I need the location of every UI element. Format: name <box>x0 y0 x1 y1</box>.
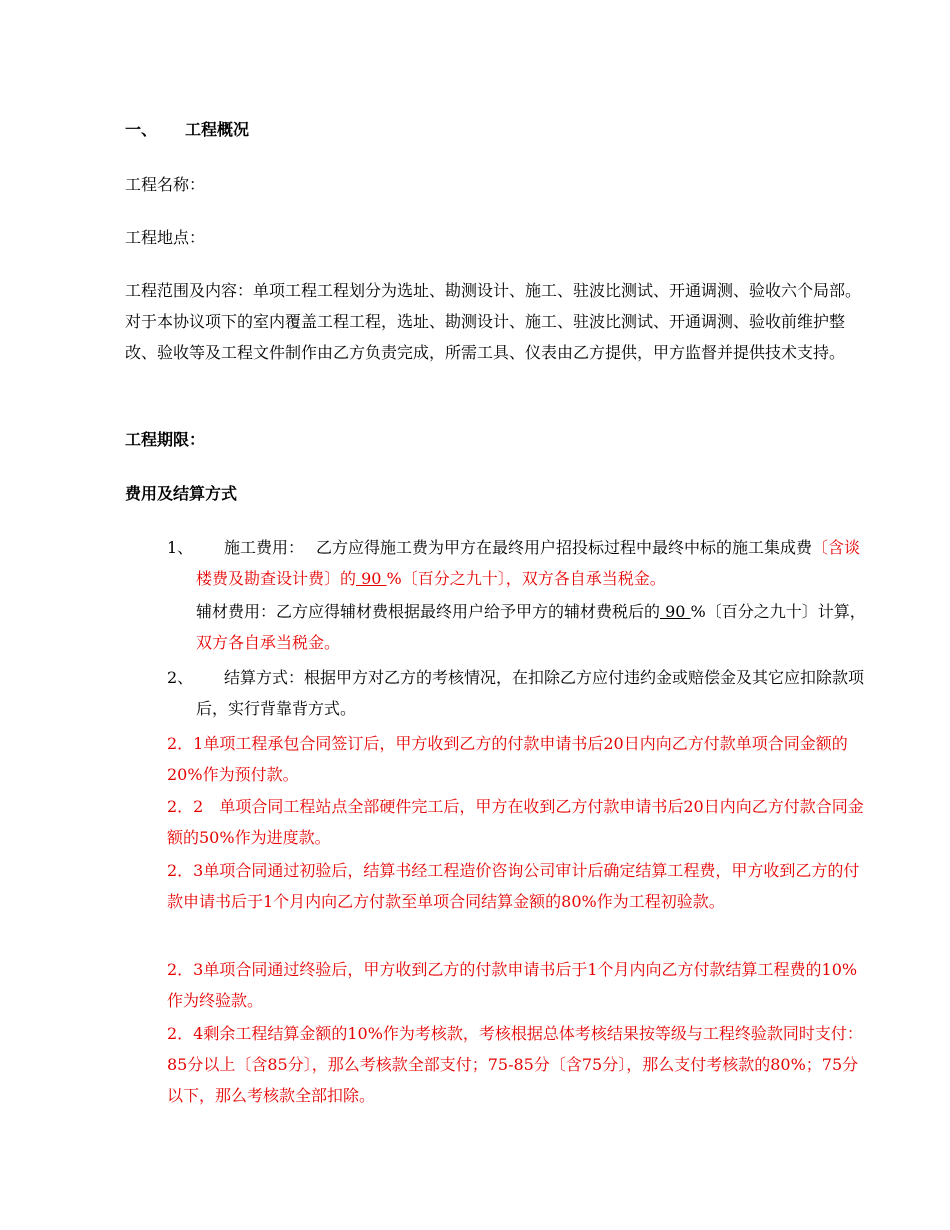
item1-text-red-2: %〔百分之九十〕，双方各自承当税金。 <box>386 569 666 588</box>
item1-number: 1、 <box>167 538 194 557</box>
item1-text-red: 〔含谈楼费及勘查设计费〕的 <box>196 538 861 588</box>
project-location-label: 工程地点： <box>125 228 206 247</box>
fee-heading: 费用及结算方式 <box>125 484 238 503</box>
section-heading <box>125 114 870 145</box>
item1-construction-fee <box>196 532 870 594</box>
aux-percent: 90 <box>660 602 691 621</box>
clause-2-3-initial: 2．3单项合同通过初验后，结算书经工程造价咨询公司审计后确定结算工程费，甲方收到乙方的付款申请书后于1个月内向乙方付款至单项合同结算金额的80%作为工程初验款。 <box>167 861 860 911</box>
clause-2-4: 2．4剩余工程结算金额的10%作为考核款，考核根据总体考核结果按等级与工程终验款同时支付：85分以上〔含85分〕，那么考核款全部支付；75-85分〔含75分〕，那么支付考核款的80%；75分以下，那么考核款全部扣除。 <box>167 1024 863 1105</box>
clause-2-2: 2．2 单项合同工程站点全部硬件完工后，甲方在收到乙方付款申请书后20日内向乙方付款合同金额的50%作为进度款。 <box>167 797 864 847</box>
aux-text-2: %〔百分之九十〕计算， <box>690 602 866 621</box>
clause-2-3-final: 2．3单项合同通过终验后，甲方收到乙方的付款申请书后于1个月内向乙方付款结算工程费的10%作为终验款。 <box>167 960 858 1010</box>
item1-percent: 90 <box>356 569 387 588</box>
aux-text: 辅材费用：乙方应得辅材费根据最终用户给予甲方的辅材费税后的 <box>196 602 661 621</box>
item2-number: 2、 <box>167 668 194 687</box>
project-period-label: 工程期限： <box>125 430 206 449</box>
clause-2-1: 2．1单项工程承包合同签订后，甲方收到乙方的付款申请书后20日内向乙方付款单项合同金额的20%作为预付款。 <box>167 734 848 784</box>
section-heading-title: 工程概况 <box>185 120 250 139</box>
item2-settlement-text: 结算方式：根据甲方对乙方的考核情况，在扣除乙方应付违约金或赔偿金及其它应扣除款项后，实行背靠背方式。 <box>196 668 865 718</box>
project-scope-paragraph: 工程范围及内容：单项工程工程划分为选址、勘测设计、施工、驻波比测试、开通调测、验收六个局部。对于本协议项下的室内覆盖工程工程，选址、勘测设计、施工、驻波比测试、开通调测、验收前维护整改、验收等及工程文件制作由乙方负责完成，所需工具、仪表由乙方提供，甲方监督并提供技术支持。 <box>125 281 862 362</box>
item1-label: 施工费用： <box>224 538 305 557</box>
section-heading-number: 一、 <box>125 120 158 139</box>
aux-text-red: 双方各自承当税金。 <box>196 633 341 652</box>
item1-text: 乙方应得施工费为甲方在最终用户招投标过程中最终中标的施工集成费 <box>316 538 813 557</box>
project-name-label: 工程名称： <box>125 175 206 194</box>
item1-aux-fee <box>196 596 870 658</box>
